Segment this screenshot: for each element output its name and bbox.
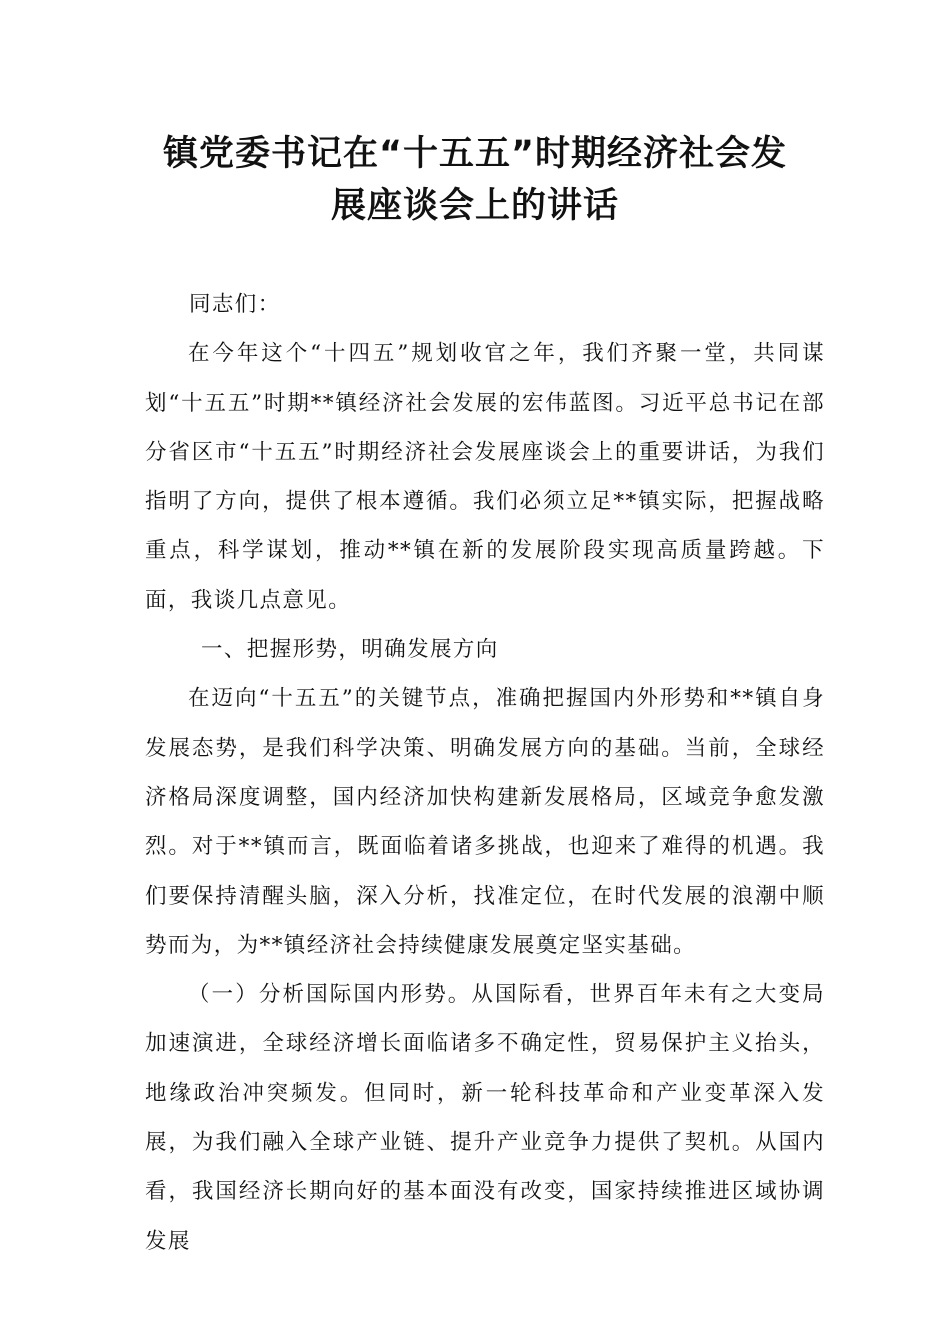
salutation: 同志们： [189, 292, 281, 317]
document-title-line-2: 展座谈会上的讲话 [330, 186, 619, 226]
subsection-1-paragraph: （一）分析国际国内形势。从国际看，世界百年未有之大变局加速演进，全球经济增长面临诸多不确定性，贸易保护主义抬头，地缘政治冲突频发。但同时，新一轮科技革命和产业变革深入发展，为我们融入全球产业链、提升产业竞争力提供了契机。从国内看，我国经济长期向好的基本面没有改变，国家持续推进区域协调发展 [145, 982, 825, 1254]
intro-paragraph: 在今年这个“十四五”规划收官之年，我们齐聚一堂，共同谋划“十五五”时期**镇经济社会发展的宏伟蓝图。习近平总书记在部分省区市“十五五”时期经济社会发展座谈会上的重要讲话，为我们指明了方向，提供了根本遵循。我们必须立足**镇实际，把握战略重点，科学谋划，推动**镇在新的发展阶段实现高质量跨越。下面，我谈几点意见。 [145, 341, 825, 613]
document-body [145, 280, 825, 1266]
document-title-line-1: 镇党委书记在“十五五”时期经济社会发 [162, 134, 787, 174]
section-heading-1: 一、把握形势，明确发展方向 [201, 637, 499, 663]
section-1-paragraph: 在迈向“十五五”的关键节点，准确把握国内外形势和**镇自身发展态势，是我们科学决策、明确发展方向的基础。当前，全球经济格局深度调整，国内经济加快构建新发展格局，区域竞争愈发激烈。对于**镇而言，既面临着诸多挑战，也迎来了难得的机遇。我们要保持清醒头脑，深入分析，找准定位，在时代发展的浪潮中顺势而为，为**镇经济社会持续健康发展奠定坚实基础。 [145, 686, 825, 958]
